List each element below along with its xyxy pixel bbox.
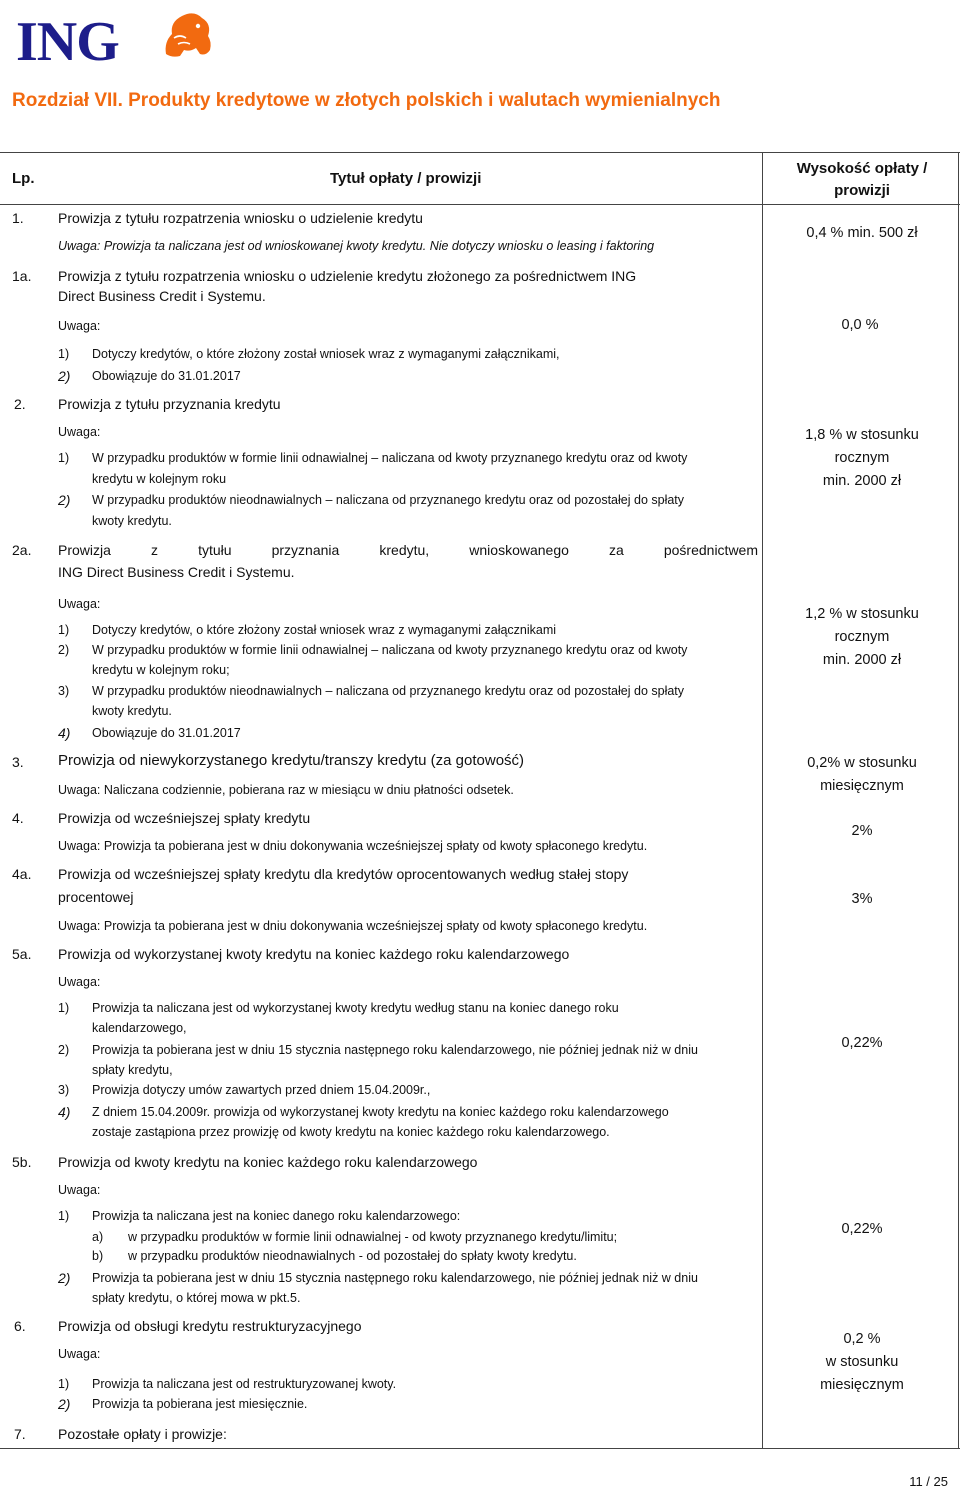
marker-1: 1) xyxy=(58,623,70,637)
row-1a-fee: 0,0 % xyxy=(841,317,879,333)
marker-2: 2) xyxy=(58,1270,71,1286)
row-5b-note-b: w przypadku produktów nieodnawialnych - od pozostałej do spłaty kwoty kredytu. xyxy=(128,1249,577,1263)
marker-3: 3) xyxy=(58,1083,70,1097)
row-5b-note-2b: spłaty kredytu, o której mowa w pkt.5. xyxy=(92,1291,301,1305)
marker-b: b) xyxy=(92,1249,104,1263)
row-3-title: Prowizja od niewykorzystanego kredytu/transzy kredytu (za gotowość) xyxy=(58,752,525,769)
row-2a-fee-line2: rocznym xyxy=(834,629,890,645)
row-1a-title-line2: Direct Business Credit i Systemu. xyxy=(58,288,266,304)
table-bottom-border xyxy=(0,1448,960,1449)
row-2-note-1b: kredytu w kolejnym roku xyxy=(92,472,227,486)
row-6-fee-line1: 0,2 % xyxy=(843,1331,881,1347)
row-5a-lp: 5a. xyxy=(12,946,32,962)
column-header-title: Tytuł opłaty / prowizji xyxy=(330,170,482,187)
row-6-title: Prowizja od obsługi kredytu restrukturyzacyjnego xyxy=(58,1318,362,1334)
column-header-lp: Lp. xyxy=(12,170,35,187)
row-2a-note-4: Obowiązuje do 31.01.2017 xyxy=(92,726,241,740)
row-2-note-1a: W przypadku produktów w formie linii odnawialnej – naliczana od kwoty przyznanego kredytu oraz od kwoty xyxy=(92,451,688,465)
row-5a-title: Prowizja od wykorzystanej kwoty kredytu na koniec każdego roku kalendarzowego xyxy=(58,946,570,962)
row-5a-note-2a: Prowizja ta pobierana jest w dniu 15 stycznia następnego roku kalendarzowego, nie później jednak niż w dniu xyxy=(92,1043,698,1057)
marker-4: 4) xyxy=(58,725,71,741)
lion-icon xyxy=(160,8,216,60)
row-3-fee xyxy=(762,752,960,798)
table-column-divider xyxy=(762,152,763,1448)
row-2-title: Prowizja z tytułu przyznania kredytu xyxy=(58,396,281,412)
row-1-lp: 1. xyxy=(12,210,24,226)
row-1a-uwaga: Uwaga: xyxy=(58,319,101,333)
row-7-title: Pozostałe opłaty i prowizje: xyxy=(58,1426,227,1442)
chapter-heading: Rozdział VII. Produkty kredytowe w złotych polskich i walutach wymienialnych xyxy=(12,90,721,111)
marker-2: 2) xyxy=(58,368,71,384)
row-5b-note-2a: Prowizja ta pobierana jest w dniu 15 stycznia następnego roku kalendarzowego, nie później jednak niż w dniu xyxy=(92,1271,698,1285)
row-4a-lp: 4a. xyxy=(12,866,32,882)
column-header-fee-line1: Wysokość opłaty / xyxy=(796,160,928,177)
row-4a-title-line2: procentowej xyxy=(58,889,134,905)
row-2-fee-line3: min. 2000 zł xyxy=(822,473,902,489)
row-2-fee-line1: 1,8 % w stosunku xyxy=(805,427,919,443)
row-1a-title-line1: Prowizja z tytułu rozpatrzenia wniosku o udzielenie kredytu złożonego za pośrednictwem ING xyxy=(58,268,637,284)
marker-1: 1) xyxy=(58,1209,70,1223)
marker-2: 2) xyxy=(58,492,71,508)
row-4a-title-line1: Prowizja od wcześniejszej spłaty kredytu dla kredytów oprocentowanych według stałej stopy xyxy=(58,866,629,882)
table-header-border xyxy=(0,204,960,205)
row-5b-note-a: w przypadku produktów w formie linii odnawialnej - od kwoty przyznanego kredytu/limitu; xyxy=(128,1230,618,1244)
row-2a-note-2b: kredytu w kolejnym roku; xyxy=(92,663,230,677)
row-3-lp: 3. xyxy=(12,754,24,770)
row-6-fee-line3: miesięcznym xyxy=(820,1377,904,1393)
row-2a-fee-line3: min. 2000 zł xyxy=(822,652,902,668)
marker-2: 2) xyxy=(58,1396,71,1412)
row-2-uwaga: Uwaga: xyxy=(58,425,101,439)
row-2-lp: 2. xyxy=(14,396,26,412)
row-5a-note-2b: spłaty kredytu, xyxy=(92,1063,173,1077)
row-5a-note-3: Prowizja dotyczy umów zawartych przed dniem 15.04.2009r., xyxy=(92,1083,431,1097)
table-right-border xyxy=(958,152,959,1448)
row-5b-note-1: Prowizja ta naliczana jest na koniec danego roku kalendarzowego: xyxy=(92,1209,461,1223)
row-5a-note-1a: Prowizja ta naliczana jest od wykorzystanej kwoty kredytu według stanu na koniec danego roku xyxy=(92,1001,619,1015)
row-6-fee-line2: w stosunku xyxy=(825,1354,899,1370)
row-2a-note-3b: kwoty kredytu. xyxy=(92,704,172,718)
column-header-fee xyxy=(762,158,960,202)
row-2-note-2b: kwoty kredytu. xyxy=(92,514,172,528)
row-1a-note-2: Obowiązuje do 31.01.2017 xyxy=(92,369,241,383)
page-number: 11 / 25 xyxy=(909,1474,948,1489)
row-3-note: Uwaga: Naliczana codziennie, pobierana raz w miesiącu w dniu płatności odsetek. xyxy=(58,783,514,797)
row-5b-lp: 5b. xyxy=(12,1154,32,1170)
marker-2: 2) xyxy=(58,643,70,657)
row-1-note: Uwaga: Prowizja ta naliczana jest od wnioskowanej kwoty kredytu. Nie dotyczy wniosku o leasing i faktoring xyxy=(58,239,655,253)
row-3-fee-line1: 0,2% w stosunku xyxy=(807,755,917,771)
row-5a-uwaga: Uwaga: xyxy=(58,975,101,989)
row-5a-note-1b: kalendarzowego, xyxy=(92,1021,187,1035)
row-5b-title: Prowizja od kwoty kredytu na koniec każdego roku kalendarzowego xyxy=(58,1154,478,1170)
marker-a: a) xyxy=(92,1230,104,1244)
column-header-fee-line2: prowizji xyxy=(834,182,890,199)
row-2a-title-line1: Prowizja z tytułu przyznania kredytu, wnioskowanego za pośrednictwem xyxy=(58,542,758,558)
row-2a-uwaga: Uwaga: xyxy=(58,597,101,611)
row-6-note-1: Prowizja ta naliczana jest od restrukturyzowanej kwoty. xyxy=(92,1377,397,1391)
row-7-lp: 7. xyxy=(14,1426,26,1442)
row-6-uwaga: Uwaga: xyxy=(58,1347,101,1361)
row-2a-note-3a: W przypadku produktów nieodnawialnych – naliczana od przyznanego kredytu oraz od pozostałej do spłaty xyxy=(92,684,685,698)
row-2-fee-line2: rocznym xyxy=(834,450,890,466)
row-5a-fee: 0,22% xyxy=(841,1035,883,1051)
row-4a-fee: 3% xyxy=(851,891,873,907)
marker-1: 1) xyxy=(58,1001,70,1015)
row-2a-title-line2: ING Direct Business Credit i Systemu. xyxy=(58,564,295,580)
row-2a-note-1: Dotyczy kredytów, o które złożony został wniosek wraz z wymaganymi załącznikami xyxy=(92,623,557,637)
logo-text: ING xyxy=(16,11,119,73)
row-2-note-2a: W przypadku produktów nieodnawialnych – naliczana od przyznanego kredytu oraz od pozostałej do spłaty xyxy=(92,493,685,507)
marker-2: 2) xyxy=(58,1043,70,1057)
ing-logo xyxy=(16,6,216,73)
row-1-fee: 0,4 % min. 500 zł xyxy=(806,225,918,241)
row-2a-fee-line1: 1,2 % w stosunku xyxy=(805,606,919,622)
row-4-note: Uwaga: Prowizja ta pobierana jest w dniu dokonywania wcześniejszej spłaty od kwoty spłaconego kredytu. xyxy=(58,839,648,853)
row-5b-uwaga: Uwaga: xyxy=(58,1183,101,1197)
row-4-title: Prowizja od wcześniejszej spłaty kredytu xyxy=(58,810,311,826)
marker-1: 1) xyxy=(58,347,70,361)
row-2-fee xyxy=(762,424,960,493)
row-5a-note-4b: zostaje zastąpiona przez prowizję od kwoty kredytu na koniec każdego roku kalendarzowego. xyxy=(92,1125,610,1139)
row-4-fee: 2% xyxy=(851,823,873,839)
row-2a-note-2a: W przypadku produktów w formie linii odnawialnej – naliczana od kwoty przyznanego kredytu oraz od kwoty xyxy=(92,643,688,657)
row-6-fee xyxy=(762,1328,960,1397)
row-1a-note-1: Dotyczy kredytów, o które złożony został wniosek wraz z wymaganymi załącznikami, xyxy=(92,347,560,361)
row-1-title: Prowizja z tytułu rozpatrzenia wniosku o udzielenie kredytu xyxy=(58,210,423,226)
row-4a-note: Uwaga: Prowizja ta pobierana jest w dniu dokonywania wcześniejszej spłaty od kwoty spłaconego kredytu. xyxy=(58,919,648,933)
row-3-fee-line2: miesięcznym xyxy=(820,778,904,794)
row-6-note-2: Prowizja ta pobierana jest miesięcznie. xyxy=(92,1397,308,1411)
marker-1: 1) xyxy=(58,1377,70,1391)
marker-1: 1) xyxy=(58,451,70,465)
row-2a-lp: 2a. xyxy=(12,542,32,558)
marker-3: 3) xyxy=(58,684,70,698)
row-4-lp: 4. xyxy=(12,810,24,826)
row-5b-fee: 0,22% xyxy=(841,1221,883,1237)
row-1a-lp: 1a. xyxy=(12,268,32,284)
row-5a-note-4a: Z dniem 15.04.2009r. prowizja od wykorzystanej kwoty kredytu na koniec każdego roku kalendarzowego xyxy=(92,1105,669,1119)
table-top-border xyxy=(0,152,960,153)
row-2a-fee xyxy=(762,603,960,672)
marker-4: 4) xyxy=(58,1104,71,1120)
row-6-lp: 6. xyxy=(14,1318,26,1334)
